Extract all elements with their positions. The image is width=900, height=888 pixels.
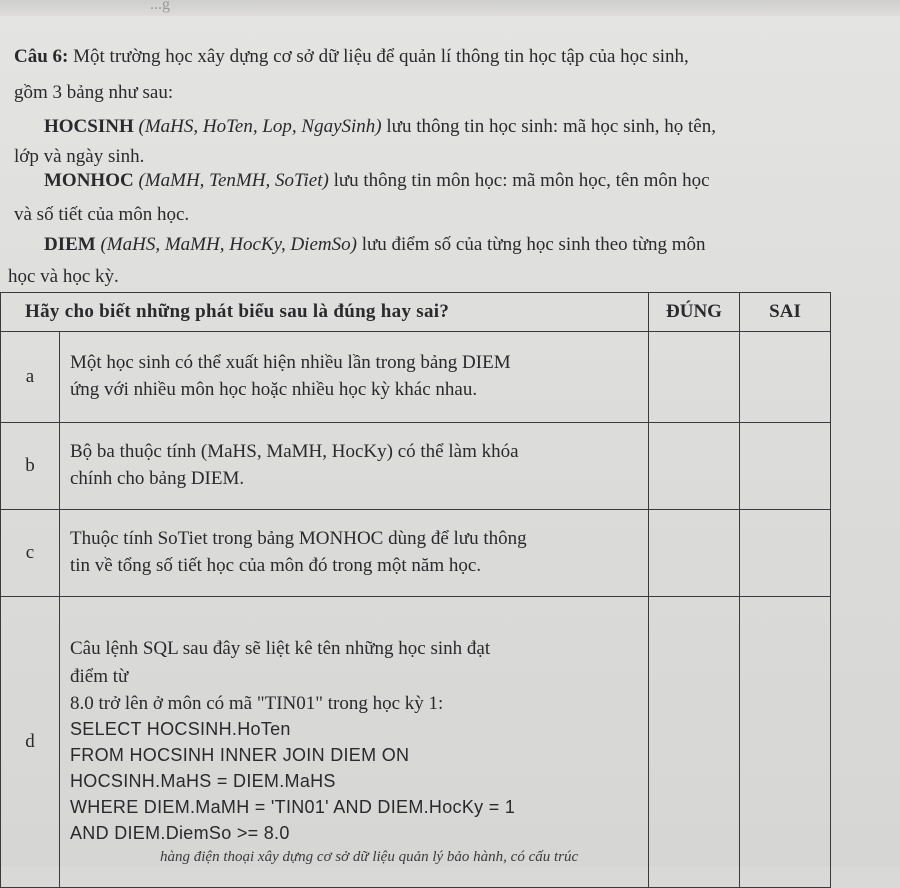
hocsinh-desc-1: lưu thông tin học sinh: mã học sinh, họ tên, <box>386 116 716 137</box>
hocsinh-schema: (MaHS, HoTen, Lop, NgaySinh) <box>138 116 382 137</box>
statement-b <box>60 423 649 510</box>
diem-name: DIEM <box>44 234 96 255</box>
answer-false-b[interactable] <box>740 423 831 510</box>
row-label-d: d <box>1 597 60 888</box>
question-label: Câu 6: <box>14 46 69 67</box>
statement-line: ứng với nhiều môn học hoặc nhiều học kỳ khác nhau. <box>70 379 478 400</box>
monhoc-desc-2: và số tiết của môn học. <box>14 204 190 225</box>
diem-desc-2: học và học kỳ. <box>8 266 119 287</box>
question-text-1: Một trường học xây dựng cơ sở dữ liệu để quản lí thông tin học tập của học sinh, <box>73 46 689 67</box>
monhoc-description-cont <box>14 204 189 226</box>
question-text-2: gồm 3 bảng như sau: <box>14 82 174 103</box>
true-false-table <box>0 292 831 888</box>
answer-false-c[interactable] <box>740 510 831 597</box>
table-row <box>1 597 831 888</box>
hocsinh-description <box>44 116 716 138</box>
statement-line: 8.0 trở lên ở môn có mã "TIN01" trong học kỳ 1: <box>70 692 444 714</box>
answer-true-c[interactable] <box>649 510 740 597</box>
answer-true-a[interactable] <box>649 332 740 423</box>
true-column-header: ĐÚNG <box>649 293 740 332</box>
answer-true-b[interactable] <box>649 423 740 510</box>
false-column-header: SAI <box>740 293 831 332</box>
statement-line: điểm từ <box>70 665 129 687</box>
hocsinh-desc-2: lớp và ngày sinh. <box>14 146 145 167</box>
sql-line: FROM HOCSINH INNER JOIN DIEM ON <box>70 745 410 766</box>
question-line-1 <box>14 46 689 68</box>
statement-d <box>60 597 649 888</box>
sql-line: WHERE DIEM.MaMH = 'TIN01' AND DIEM.HocKy = 1 <box>70 796 516 817</box>
answer-true-d[interactable] <box>649 597 740 888</box>
statement-a <box>60 332 649 423</box>
monhoc-desc-1: lưu thông tin môn học: mã môn học, tên môn học <box>333 170 710 191</box>
table-row <box>1 332 831 423</box>
cut-off-header-text: ...g <box>150 0 170 13</box>
top-page-edge <box>0 0 900 16</box>
statement-line: Một học sinh có thể xuất hiện nhiều lần trong bảng DIEM <box>70 351 511 373</box>
sql-line: AND DIEM.DiemSo >= 8.0 <box>70 822 290 843</box>
sql-line: SELECT HOCSINH.HoTen <box>70 719 291 740</box>
table-row <box>1 423 831 510</box>
table-header-row <box>1 293 831 332</box>
row-label-b: b <box>1 423 60 510</box>
diem-description-cont <box>8 266 119 288</box>
cut-off-footer-text: hàng điện thoại xây dựng cơ sở dữ liệu quản lý bảo hành, có cấu trúc <box>160 849 579 865</box>
row-label-c: c <box>1 510 60 597</box>
question-line-2 <box>14 82 173 104</box>
table-prompt-header: Hãy cho biết những phát biểu sau là đúng hay sai? <box>1 293 649 332</box>
statement-line: Thuộc tính SoTiet trong bảng MONHOC dùng để lưu thông <box>70 527 527 549</box>
table-row <box>1 510 831 597</box>
statement-line: Câu lệnh SQL sau đây sẽ liệt kê tên những học sinh đạt <box>70 638 491 660</box>
sql-line: HOCSINH.MaHS = DIEM.MaHS <box>70 771 336 792</box>
monhoc-schema: (MaMH, TenMH, SoTiet) <box>138 170 329 191</box>
monhoc-name: MONHOC <box>44 170 134 191</box>
row-label-a: a <box>1 332 60 423</box>
diem-schema: (MaHS, MaMH, HocKy, DiemSo) <box>100 234 357 255</box>
statement-line: chính cho bảng DIEM. <box>70 468 245 489</box>
diem-desc-1: lưu điểm số của từng học sinh theo từng môn <box>361 234 706 255</box>
monhoc-description <box>44 170 710 192</box>
answer-false-d[interactable] <box>740 597 831 888</box>
statement-c <box>60 510 649 597</box>
diem-description <box>44 234 706 256</box>
hocsinh-description-cont <box>14 146 144 168</box>
statement-line: tin về tổng số tiết học của môn đó trong một năm học. <box>70 555 482 576</box>
statement-line: Bộ ba thuộc tính (MaHS, MaMH, HocKy) có thể làm khóa <box>70 440 519 462</box>
hocsinh-name: HOCSINH <box>44 116 134 137</box>
answer-false-a[interactable] <box>740 332 831 423</box>
